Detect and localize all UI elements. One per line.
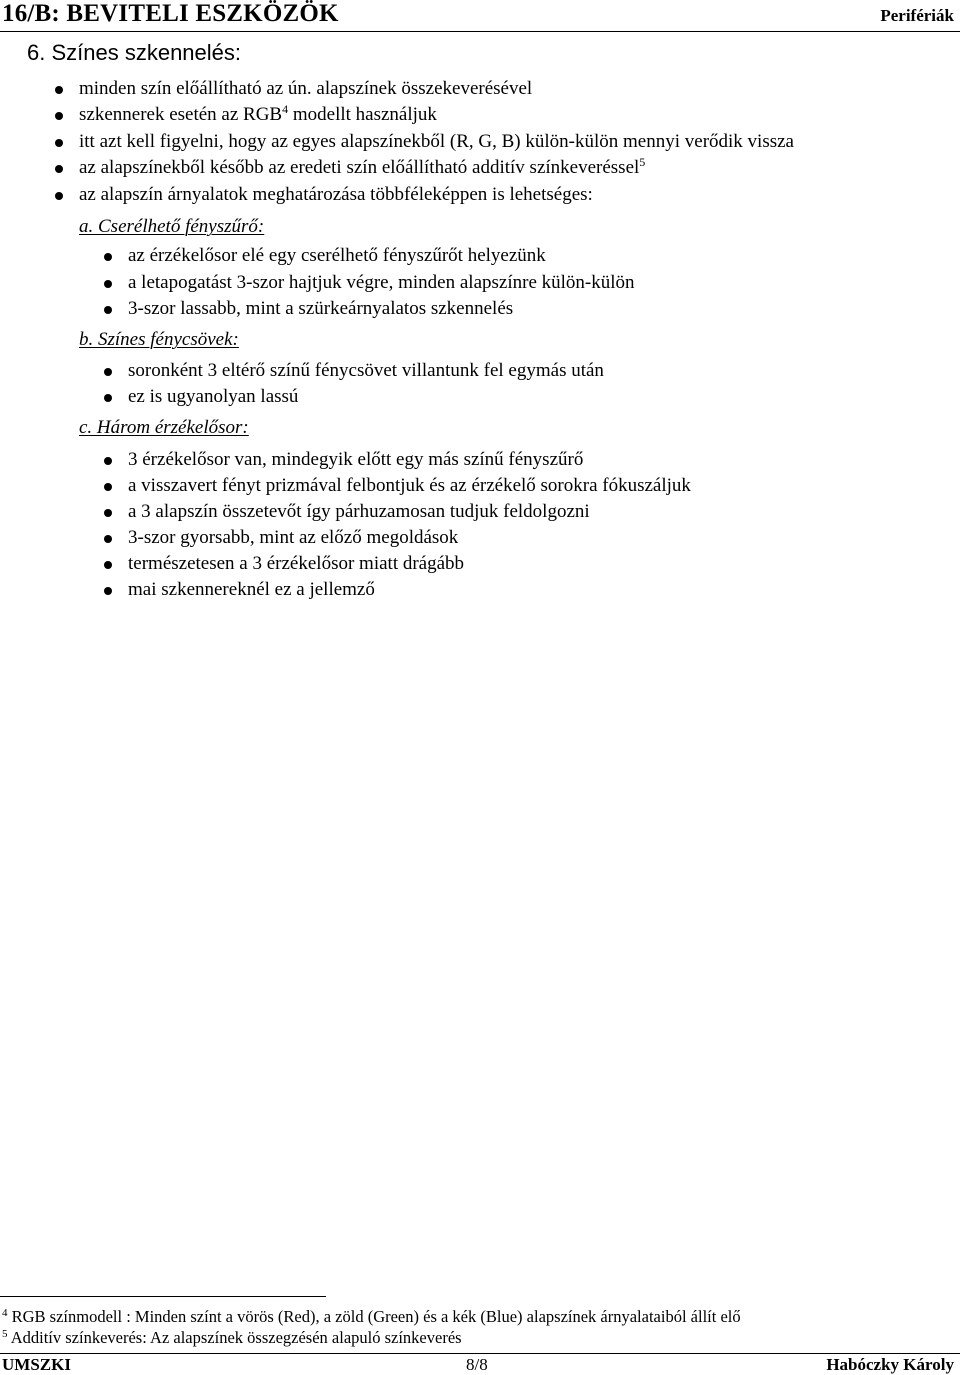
section-title: 6. Színes szkennelés: bbox=[27, 40, 242, 65]
page-number: 8/8 bbox=[466, 1355, 488, 1374]
footnote-mark: 5 bbox=[2, 1328, 8, 1340]
list-item: itt azt kell figyelni, hogy az egyes alapszínekből (R, G, B) külön-külön mennyi verődik vissza bbox=[79, 131, 794, 152]
document-header-section: Perifériák bbox=[880, 6, 954, 25]
list-item: 3-szor lassabb, mint a szürkeárnyalatos szkennelés bbox=[128, 298, 514, 319]
method-c-title: c. Három érzékelősor: bbox=[79, 417, 249, 438]
list-item bbox=[79, 157, 645, 179]
list-item: a visszavert fényt prizmával felbontjuk és az érzékelő sorokra fókuszáljuk bbox=[128, 475, 691, 496]
list-item-text: szkennerek esetén az RGB bbox=[79, 104, 283, 125]
bullet-icon bbox=[104, 280, 112, 288]
bullet-icon bbox=[55, 86, 63, 94]
method-a-title: a. Cserélhető fényszűrő: bbox=[79, 216, 265, 237]
bullet-icon bbox=[104, 483, 112, 491]
bullet-icon bbox=[104, 561, 112, 569]
footnote-divider bbox=[0, 1296, 326, 1297]
footnote-text: RGB színmodell : Minden színt a vörös (Red), a zöld (Green) és a kék (Blue) alapszínek árnyalataiból állít elő bbox=[11, 1307, 741, 1326]
bullet-icon bbox=[104, 535, 112, 543]
bullet-icon bbox=[55, 165, 63, 173]
list-item: a 3 alapszín összetevőt így párhuzamosan tudjuk feldolgozni bbox=[128, 501, 590, 522]
bullet-icon bbox=[104, 253, 112, 261]
bullet-icon bbox=[55, 192, 63, 200]
footnote bbox=[2, 1328, 462, 1348]
list-item: az alapszín árnyalatok meghatározása többféleképpen is lehetséges: bbox=[79, 184, 593, 205]
footnote-ref: 5 bbox=[639, 155, 646, 169]
document-header-title: 16/B: BEVITELI ESZKÖZÖK bbox=[2, 0, 339, 27]
list-item-text: az alapszínekből később az eredeti szín előállítható additív színkeveréssel bbox=[79, 157, 640, 178]
list-item: 3-szor gyorsabb, mint az előző megoldások bbox=[128, 527, 459, 548]
list-item: minden szín előállítható az ún. alapszínek összekeverésével bbox=[79, 78, 533, 99]
list-item-text-suffix: modellt használjuk bbox=[288, 104, 437, 125]
list-item: természetesen a 3 érzékelősor miatt drágább bbox=[128, 553, 465, 574]
list-item: 3 érzékelősor van, mindegyik előtt egy más színű fényszűrő bbox=[128, 449, 584, 470]
list-item: a letapogatást 3-szor hajtjuk végre, minden alapszínre külön-külön bbox=[128, 272, 635, 293]
bullet-icon bbox=[104, 306, 112, 314]
list-item: mai szkennereknél ez a jellemző bbox=[128, 579, 375, 600]
bullet-icon bbox=[104, 587, 112, 595]
footnote-text: Additív színkeverés: Az alapszínek összegzésén alapuló színkeverés bbox=[10, 1328, 462, 1347]
bullet-icon bbox=[55, 139, 63, 147]
bullet-icon bbox=[104, 457, 112, 465]
bullet-icon bbox=[104, 394, 112, 402]
list-item: soronként 3 eltérő színű fénycsövet villantunk fel egymás után bbox=[128, 360, 604, 381]
bullet-icon bbox=[104, 368, 112, 376]
footer-school: UMSZKI bbox=[2, 1355, 71, 1374]
footer-divider bbox=[0, 1353, 960, 1354]
list-item: az érzékelősor elé egy cserélhető fényszűrőt helyezünk bbox=[128, 245, 546, 266]
header-divider bbox=[0, 31, 960, 32]
footer-author: Habóczky Károly bbox=[826, 1355, 954, 1374]
method-b-title: b. Színes fénycsövek: bbox=[79, 329, 239, 350]
list-item: ez is ugyanolyan lassú bbox=[128, 386, 299, 407]
bullet-icon bbox=[104, 509, 112, 517]
list-item bbox=[79, 104, 437, 126]
footnote bbox=[2, 1307, 741, 1327]
footnote-mark: 4 bbox=[2, 1307, 8, 1319]
bullet-icon bbox=[55, 112, 63, 120]
footnote-ref: 4 bbox=[282, 102, 289, 116]
